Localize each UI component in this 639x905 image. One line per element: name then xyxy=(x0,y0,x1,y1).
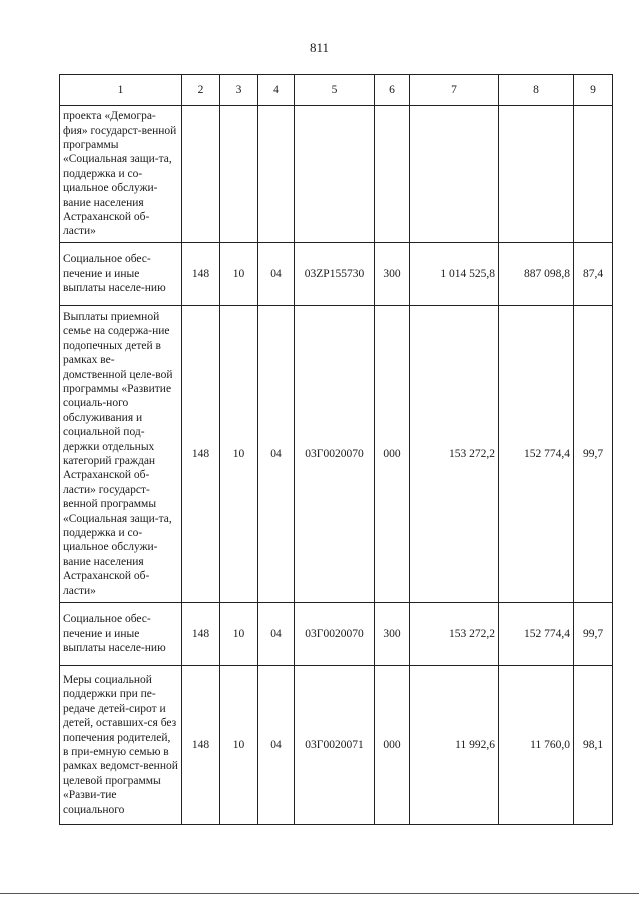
cell-target-article: 03Г0020071 xyxy=(295,666,375,825)
cell-section: 10 xyxy=(220,666,258,825)
header-row xyxy=(60,75,613,106)
cell-target-article xyxy=(295,106,375,243)
cell-executed xyxy=(499,106,574,243)
row-name: Социальное обес-печение и иные выплаты населе-нию xyxy=(60,603,182,666)
cell-expense-type: 000 xyxy=(375,306,410,603)
header-col-3: 3 xyxy=(220,75,258,106)
cell-ministry: 148 xyxy=(182,603,220,666)
row-name: Выплаты приемной семье на содержа-ние подопечных детей в рамках ве-домственной целе-вой программы «Развитие социаль-ного обслуживания и социальной под-держки отдельных категорий граждан Астраханской об-ласти» государст-венной программы «Социальная защи-та, поддержка и со-циальное обслужи-вание населения Астраханской об-ласти» xyxy=(60,306,182,603)
cell-section xyxy=(220,106,258,243)
cell-percent: 99,7 xyxy=(574,603,613,666)
cell-subsection: 04 xyxy=(258,243,295,306)
cell-planned: 153 272,2 xyxy=(410,603,499,666)
cell-planned: 11 992,6 xyxy=(410,666,499,825)
scan-bottom-edge xyxy=(0,893,639,894)
cell-ministry xyxy=(182,106,220,243)
cell-subsection xyxy=(258,106,295,243)
table-row xyxy=(60,106,613,243)
cell-executed: 152 774,4 xyxy=(499,306,574,603)
cell-percent: 98,1 xyxy=(574,666,613,825)
cell-ministry: 148 xyxy=(182,243,220,306)
table-row xyxy=(60,306,613,603)
cell-planned: 153 272,2 xyxy=(410,306,499,603)
header-col-9: 9 xyxy=(574,75,613,106)
row-name: проекта «Демогра-фия» государст-венной программы «Социальная защи-та, поддержка и со-циальное обслужи-вание населения Астраханской об-ласти» xyxy=(60,106,182,243)
cell-target-article: 03Г0020070 xyxy=(295,306,375,603)
cell-ministry: 148 xyxy=(182,306,220,603)
budget-table xyxy=(59,74,613,825)
cell-planned: 1 014 525,8 xyxy=(410,243,499,306)
page-number: 811 xyxy=(309,40,330,55)
cell-section: 10 xyxy=(220,603,258,666)
cell-percent xyxy=(574,106,613,243)
cell-executed: 887 098,8 xyxy=(499,243,574,306)
header-col-6: 6 xyxy=(375,75,410,106)
cell-expense-type: 300 xyxy=(375,243,410,306)
table-row xyxy=(60,243,613,306)
row-name: Социальное обес-печение и иные выплаты населе-нию xyxy=(60,243,182,306)
cell-expense-type: 300 xyxy=(375,603,410,666)
cell-target-article: 03ZP155730 xyxy=(295,243,375,306)
cell-executed: 11 760,0 xyxy=(499,666,574,825)
cell-percent: 87,4 xyxy=(574,243,613,306)
table-row xyxy=(60,666,613,825)
cell-executed: 152 774,4 xyxy=(499,603,574,666)
cell-section: 10 xyxy=(220,243,258,306)
header-col-5: 5 xyxy=(295,75,375,106)
header-col-8: 8 xyxy=(499,75,574,106)
cell-ministry: 148 xyxy=(182,666,220,825)
cell-section: 10 xyxy=(220,306,258,603)
cell-planned xyxy=(410,106,499,243)
cell-expense-type xyxy=(375,106,410,243)
header-col-4: 4 xyxy=(258,75,295,106)
cell-subsection: 04 xyxy=(258,603,295,666)
header-col-7: 7 xyxy=(410,75,499,106)
cell-expense-type: 000 xyxy=(375,666,410,825)
row-name: Меры социальной поддержки при пе-редаче детей-сирот и детей, оставших-ся без попечения родителей, в при-емную семью в рамках ведомст-венной целевой программы «Разви-тие социального xyxy=(60,666,182,825)
cell-target-article: 03Г0020070 xyxy=(295,603,375,666)
header-col-2: 2 xyxy=(182,75,220,106)
header-col-1: 1 xyxy=(60,75,182,106)
cell-subsection: 04 xyxy=(258,306,295,603)
table-row xyxy=(60,603,613,666)
cell-subsection: 04 xyxy=(258,666,295,825)
cell-percent: 99,7 xyxy=(574,306,613,603)
